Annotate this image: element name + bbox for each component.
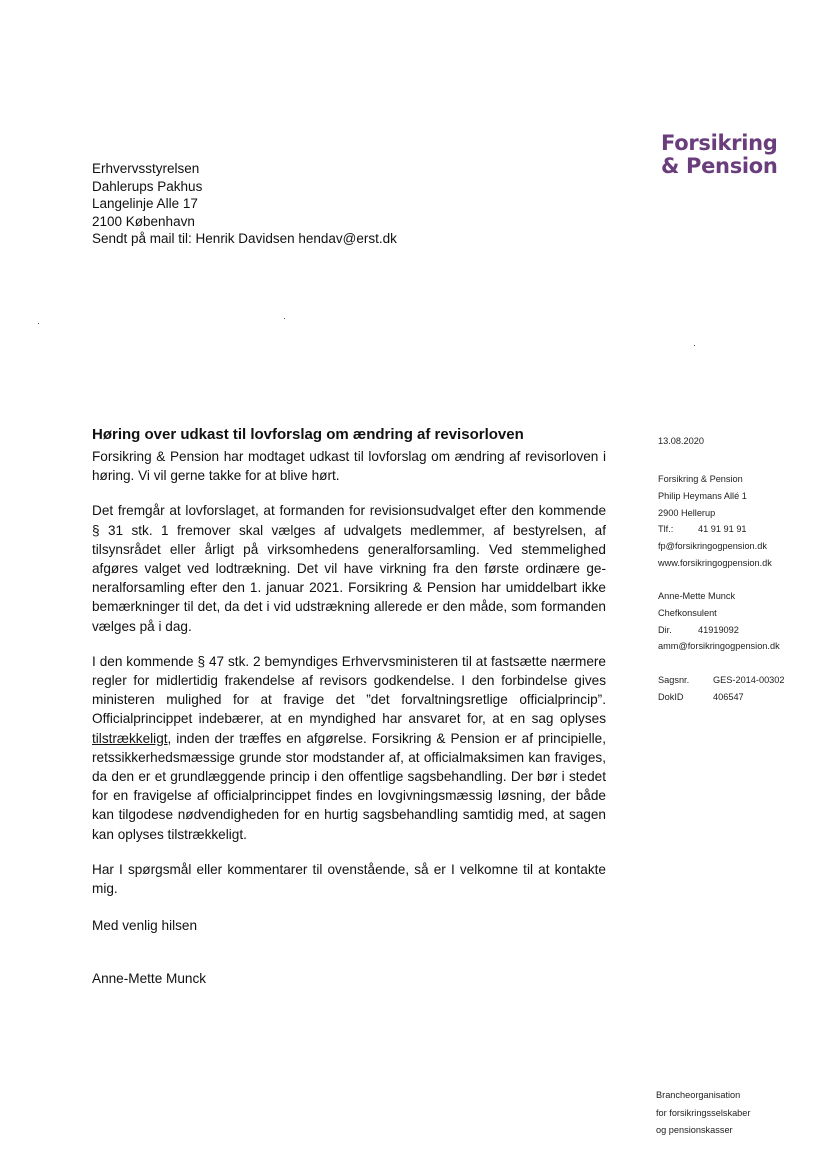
footer-tagline bbox=[656, 1087, 750, 1140]
recipient-address bbox=[92, 160, 397, 248]
paragraph-3 bbox=[92, 652, 606, 844]
dokid-label: DokID bbox=[658, 691, 684, 702]
scan-speck bbox=[284, 318, 285, 319]
paragraph-3-text-a: I den kommende § 47 stk. 2 bemyndiges Erhvervsministeren til at fastsætte nærmere regler for midlertidig frakendelse af revisors godkendelse. I den forbindelse gives ministeren mulighed for at fravige det ”det forvaltningsretlige officialprincip”. Officialprincippet indebærer, at en myndighed har ansvaret for, at en sag oplyses bbox=[92, 653, 606, 727]
recipient-line: Sendt på mail til: Henrik Davidsen hendav@erst.dk bbox=[92, 231, 397, 247]
org-phone-row bbox=[658, 521, 772, 538]
closing-greeting: Med venlig hilsen bbox=[92, 918, 198, 933]
scan-speck bbox=[38, 323, 39, 324]
footer-line: Brancheorganisation bbox=[656, 1090, 741, 1100]
contact-email: amm@forsikringogpension.dk bbox=[658, 641, 780, 652]
letter-body bbox=[92, 447, 606, 914]
sagsnr-label: Sagsnr. bbox=[658, 675, 690, 685]
underlined-word: tilstrækkeligt bbox=[92, 730, 168, 746]
org-name: Forsikring & Pension bbox=[658, 474, 743, 484]
scan-speck bbox=[694, 345, 695, 346]
paragraph-4: Har I spørgsmål eller kommentarer til ovenstående, så er I velkomne til at kontakte mig. bbox=[92, 861, 606, 897]
sagsnr-value: GES-2014-00302 bbox=[713, 675, 785, 685]
contact-person bbox=[658, 588, 780, 655]
paragraph-3-text-b: , inden der træffes en afgørelse. Forsikring & Pension er af principielle, retssikkerhedsmæssige grunde stor modstander af, at officialmaksimen kan fraviges, da den er et grundlæggende princip i den offentlige sagsbehandling. Der bør i stedet for en fravigelse af officialprincippet findes en lovgivningsmæssig løsning, der både kan tilgodese nødvendigheden for en hurtig sagsbehandling samtidig med, at sagen kan oplyses tilstrækkeligt. bbox=[92, 730, 606, 842]
footer-line: og pensionskasser bbox=[656, 1125, 733, 1135]
recipient-line: 2100 København bbox=[92, 213, 195, 229]
paragraph-2: Det fremgår at lovforslaget, at formanden for revisionsudvalget efter den kommende § 31 stk. 1 fremover skal vælges af udvalgets medlemmer, af bestyrelsen, af tilsynsrådet eller årligt på virksomhedens generalforsamling. Ved stemmelighed afgøres valget ved lodtrækning. Det vil have virkning fra den første ordinære generalforsamling efter den 1. januar 2021. Forsikring & Pension har umiddelbart ikke bemærkninger til det, da det i vid udstrækning allerede er den måde, som formanden vælges på i dag. bbox=[92, 503, 606, 634]
signature-name: Anne-Mette Munck bbox=[92, 971, 207, 986]
org-email: fp@forsikringogpension.dk bbox=[658, 541, 767, 552]
logo-line-2: & Pension bbox=[661, 154, 778, 178]
recipient-line: Erhvervsstyrelsen bbox=[92, 161, 200, 176]
recipient-line: Dahlerups Pakhus bbox=[92, 178, 203, 194]
contact-title: Chefkonsulent bbox=[658, 607, 717, 618]
sender-organization bbox=[658, 471, 772, 572]
phone-label: Tlf.: bbox=[658, 524, 674, 535]
dir-label: Dir. bbox=[658, 624, 672, 635]
org-phone: 41 91 91 91 bbox=[698, 524, 747, 535]
paragraph-1: Forsikring & Pension har modtaget udkast til lovforslag om ændring af revisorloven i høring. Vi vil gerne takke for at blive hørt. bbox=[92, 449, 606, 484]
sagsnr-row bbox=[658, 672, 785, 689]
recipient-line: Langelinje Alle 17 bbox=[92, 196, 198, 212]
org-street: Philip Heymans Allé 1 bbox=[658, 490, 747, 501]
org-city: 2900 Hellerup bbox=[658, 507, 716, 518]
footer-line: for forsikringsselskaber bbox=[656, 1107, 751, 1118]
org-website: www.forsikringogpension.dk bbox=[658, 557, 772, 568]
contact-dir-phone: 41919092 bbox=[698, 624, 739, 635]
dokid-value: 406547 bbox=[713, 691, 744, 702]
contact-dir-row bbox=[658, 622, 780, 639]
letter-date: 13.08.2020 bbox=[658, 436, 704, 446]
letter-subject: Høring over udkast til lovforslag om ændring af revisorloven bbox=[92, 426, 524, 443]
company-logo bbox=[661, 132, 778, 178]
case-reference bbox=[658, 672, 785, 706]
dokid-row bbox=[658, 689, 785, 706]
contact-name: Anne-Mette Munck bbox=[658, 591, 736, 601]
logo-line-1: Forsikring bbox=[661, 131, 778, 155]
